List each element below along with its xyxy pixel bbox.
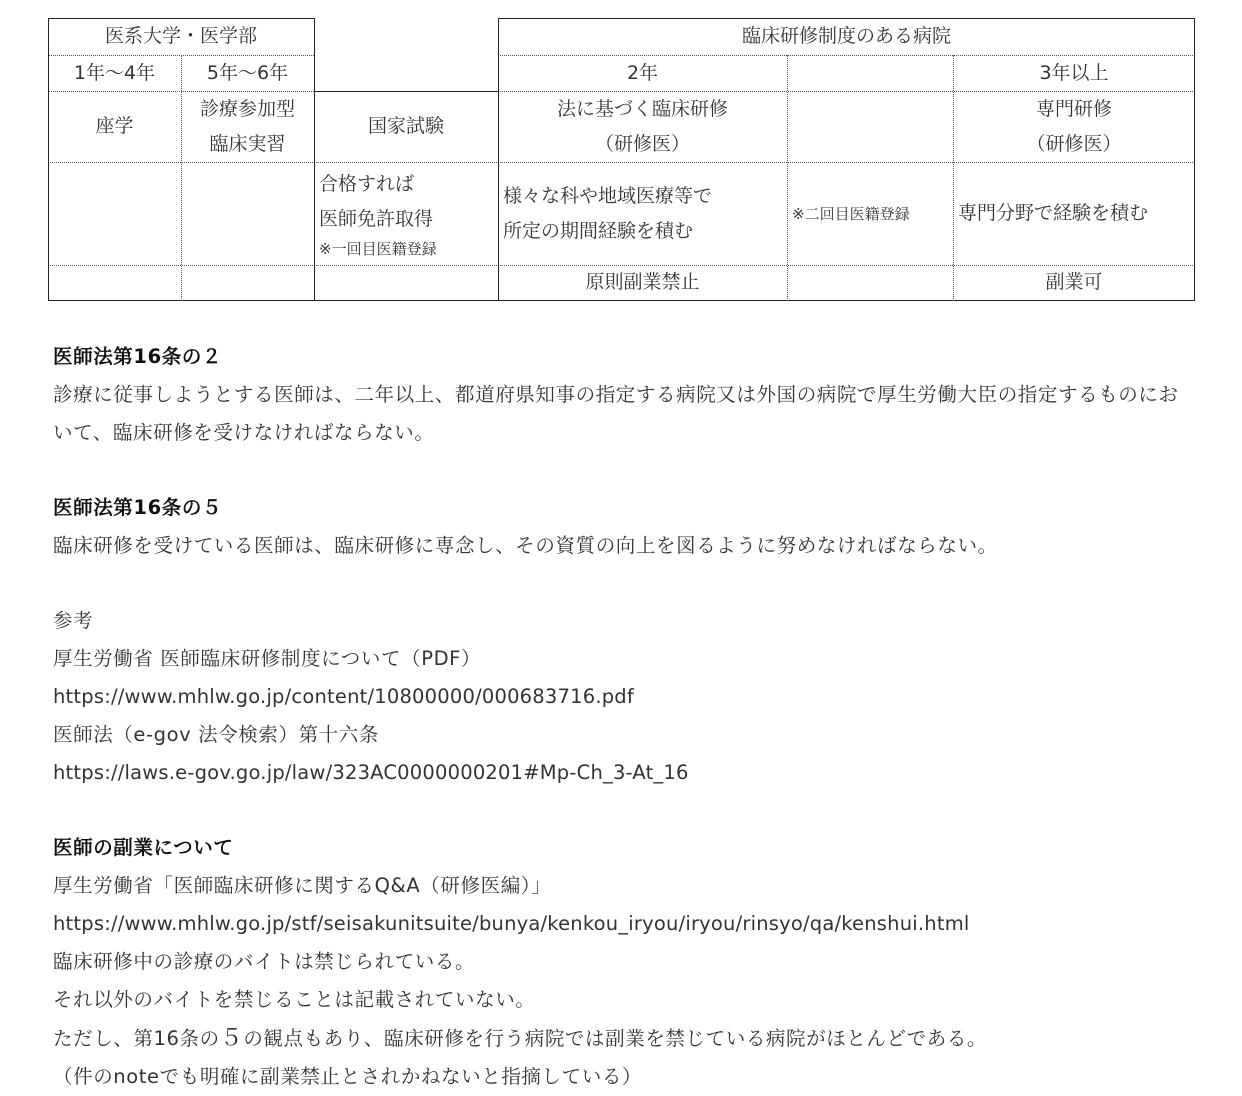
residency-line2: （研修医） [594, 132, 690, 155]
cell-years-5-6 [181, 55, 314, 91]
side-job-title: 医師の副業について [53, 836, 234, 859]
side-job-line-1: 臨床研修中の診療のバイトは禁じられている。 [53, 950, 476, 973]
side-job-source-url[interactable]: https://www.mhlw.go.jp/stf/seisakunitsuite/bunya/kenkou_iryou/iryou/rinsyo/qa/kenshui.html [53, 912, 970, 935]
reference-2-url[interactable]: https://laws.e-gov.go.jp/law/323AC0000000201#Mp-Ch_3-At_16 [53, 761, 689, 784]
cell-years-3plus [953, 55, 1195, 91]
residency-desc-line1: 様々な科や地域医療等で [503, 184, 713, 207]
clinical-practice-line1: 診療参加型 [199, 97, 295, 120]
table-border-bottom [48, 300, 1195, 301]
side-job-line-3-pre: ただし、第16条の [53, 1027, 220, 1050]
cell-side-job-prohibited [498, 265, 787, 300]
side-job-line-3-post: の観点もあり、臨床研修を行う病院では副業を禁じている病院がほとんどである。 [243, 1027, 988, 1050]
article-16-5-title: 医師法第16条の５ [53, 496, 223, 519]
cell-second-registration [787, 162, 953, 265]
years-5-6-text: 5年〜6年 [206, 61, 289, 84]
license-line2: 医師免許取得 [319, 207, 434, 230]
header-hospital-text: 臨床研修制度のある病院 [741, 25, 951, 47]
license-line1: 合格すれば [319, 172, 415, 195]
residency-desc-line2: 所定の期間経験を積む [503, 219, 694, 242]
header-university [48, 18, 314, 55]
article-16-2-title: 医師法第16条の２ [53, 345, 223, 368]
reference-1-title: 厚生労働省 医師臨床研修制度について（PDF） [53, 647, 482, 670]
cell-residency [498, 91, 787, 162]
second-registration-text: ※二回目医籍登録 [792, 204, 910, 223]
spacer [53, 565, 1213, 602]
side-job-line-3 [53, 1019, 1213, 1058]
cell-specialty-desc [953, 162, 1195, 265]
cell-lecture [48, 91, 181, 162]
years-2-text: 2年 [626, 61, 659, 84]
lecture-text: 座学 [95, 115, 134, 137]
cell-national-exam [314, 91, 498, 162]
specialty-line1: 専門研修 [1035, 97, 1112, 120]
side-job-allowed-text: 副業可 [1045, 271, 1103, 293]
national-exam-text: 国家試験 [367, 115, 444, 137]
spacer [53, 792, 1213, 829]
cell-years-2 [498, 55, 787, 91]
cell-clinical-practice [181, 91, 314, 162]
side-job-source-title: 厚生労働省「医師臨床研修に関するQ&A（研修医編）」 [53, 874, 552, 897]
cell-residency-desc [498, 162, 787, 265]
article-16-5-body: 臨床研修を受けている医師は、臨床研修に専念し、その資質の向上を図るように努めなければならない。 [53, 534, 998, 557]
side-job-line-2: それ以外のバイトを禁じることは記載されていない。 [53, 988, 536, 1011]
license-note: ※一回目医籍登録 [319, 239, 437, 258]
cell-specialty [953, 91, 1195, 162]
header-university-text: 医系大学・医学部 [104, 25, 257, 47]
side-job-prohibited-text: 原則副業禁止 [585, 271, 700, 293]
reference-1-url[interactable]: https://www.mhlw.go.jp/content/10800000/000683716.pdf [53, 685, 634, 708]
clinical-practice-line2: 臨床実習 [209, 132, 286, 155]
specialty-line2: （研修医） [1026, 132, 1122, 155]
article-16-2-body: 診療に従事しようとする医師は、二年以上、都道府県知事の指定する病院又は外国の病院で厚生労働大臣の指定するものにおいて、臨床研修を受けなければならない。 [53, 383, 1179, 444]
cell-years-1-4 [48, 55, 181, 91]
references-label: 参考 [53, 609, 94, 632]
side-job-line-3-num: ５ [219, 1025, 244, 1051]
header-hospital [498, 18, 1195, 55]
residency-line1: 法に基づく臨床研修 [556, 97, 728, 120]
cell-side-job-allowed [953, 265, 1195, 300]
reference-2-title: 医師法（e-gov 法令検索）第十六条 [53, 723, 379, 746]
career-path-table [48, 18, 1195, 301]
years-1-4-text: 1年〜4年 [73, 61, 156, 84]
cell-license [314, 162, 498, 265]
years-3plus-text: 3年以上 [1039, 61, 1109, 84]
spacer [53, 452, 1213, 489]
side-job-line-4: （件のnoteでも明確に副業禁止とされかねないと指摘している） [53, 1065, 643, 1088]
specialty-desc-text: 専門分野で経験を積む [958, 202, 1149, 224]
document-body [53, 338, 1213, 1096]
